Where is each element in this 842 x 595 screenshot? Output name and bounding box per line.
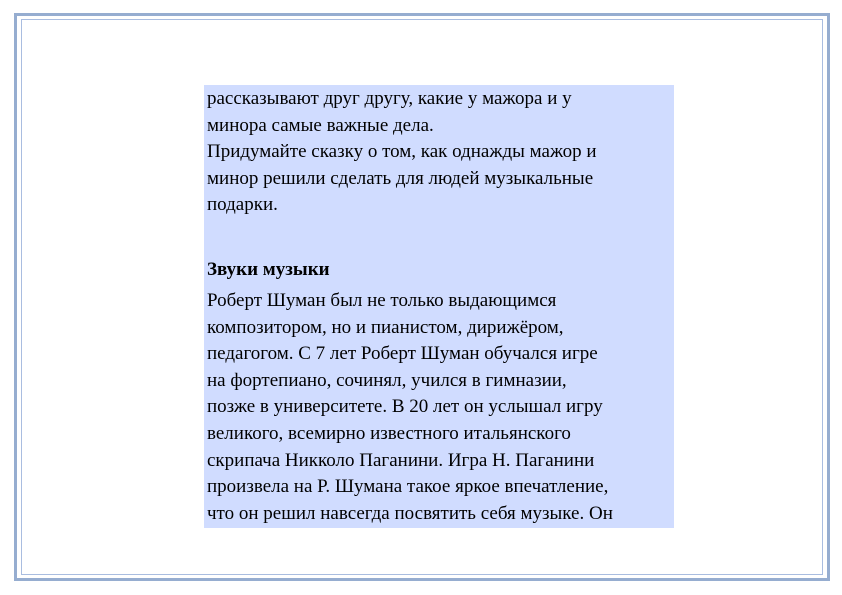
text-line: Придумайте сказку о том, как однажды мажор и: [207, 141, 597, 163]
text-line: минора самые важные дела.: [207, 114, 434, 136]
text-line: на фортепиано, сочинял, учился в гимназии,: [207, 369, 567, 391]
text-line: подарки.: [207, 194, 278, 216]
text-line: композитором, но и пианистом, дирижёром,: [207, 316, 564, 338]
body-paragraph: [204, 288, 613, 527]
intro-paragraph: [204, 86, 597, 219]
text-line: рассказывают друг другу, какие у мажора и у: [207, 88, 572, 109]
text-line: педагогом. С 7 лет Роберт Шуман обучался игре: [207, 343, 598, 365]
text-line: минор решили сделать для людей музыкальные: [207, 167, 594, 189]
text-line: скрипача Никколо Паганини. Игра Н. Паганини: [207, 449, 595, 471]
text-line: Роберт Шуман был не только выдающимся: [207, 290, 557, 311]
text-line: позже в университете. В 20 лет он услышал игру: [207, 396, 603, 418]
text-line: произвела на Р. Шумана такое яркое впечатление,: [207, 476, 609, 498]
text-line: великого, всемирно известного итальянского: [207, 422, 571, 444]
text-content-block: [204, 85, 674, 528]
text-line: что он решил навсегда посвятить себя музыке. Он: [207, 502, 613, 524]
section-heading: Звуки музыки: [207, 259, 330, 280]
